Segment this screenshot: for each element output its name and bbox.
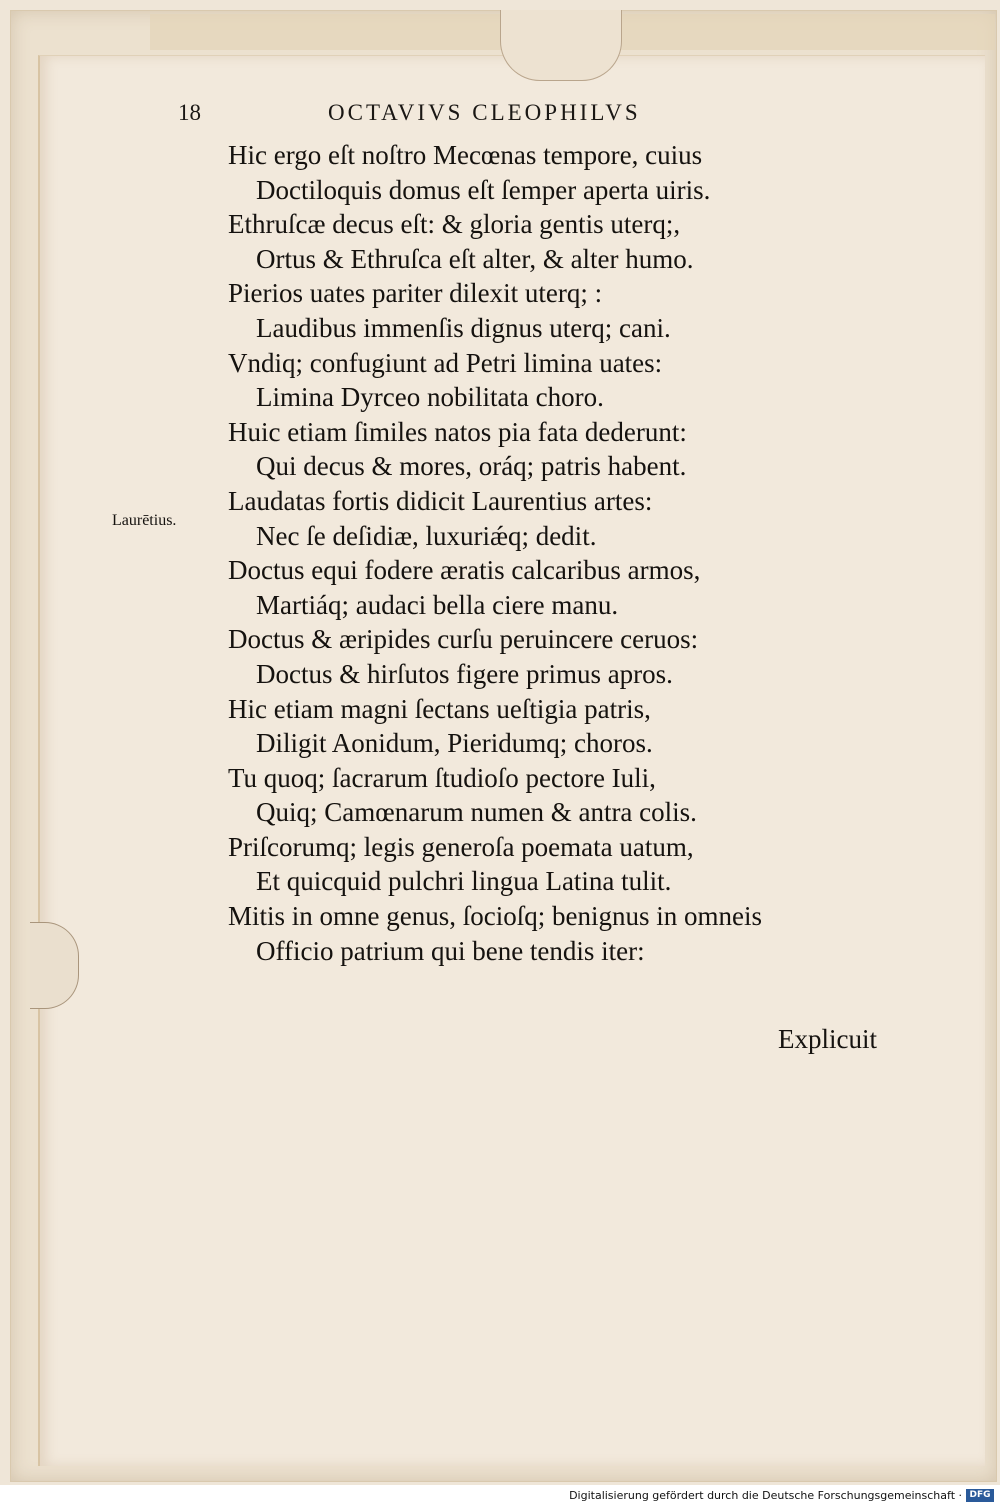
binding-clip-top xyxy=(500,10,622,81)
binding-clip-left xyxy=(30,922,79,1009)
verse-line: Laudibus immenſis dignus uterq; cani. xyxy=(256,312,671,343)
verse-line: Laudatas fortis didicit Laurentius artes: xyxy=(228,485,653,516)
verse-line: Officio patrium qui bene tendis iter: xyxy=(256,935,645,966)
page-number: 18 xyxy=(178,100,201,125)
running-title: OCTAVIVS CLEOPHILVS xyxy=(328,100,641,125)
verse-line: Et quicquid pulchri lingua Latina tulit. xyxy=(256,866,672,897)
verse-line: Pierios uates pariter dilexit uterq; : xyxy=(228,278,603,309)
verse-line: Huic etiam ſimiles natos pia fata dederunt: xyxy=(228,416,687,447)
verse-line: Diligit Aonidum, Pieridumq; choros. xyxy=(256,728,653,759)
verse-line: Nec ſe deſidiæ, luxuriǽq; dedit. xyxy=(256,520,597,551)
verse-line: Ethruſcæ decus eſt: & gloria gentis uterq;, xyxy=(228,209,681,240)
footer-bar xyxy=(0,1485,1000,1507)
verse-line: Ortus & Ethruſca eſt alter, & alter humo. xyxy=(256,243,694,274)
verse-line: Doctus equi fodere æratis calcaribus armos, xyxy=(228,555,701,586)
marginal-note: Laurētius. xyxy=(112,512,177,529)
verse-line: Hic etiam magni ſectans ueſtigia patris, xyxy=(228,693,651,724)
page-header xyxy=(178,100,738,134)
explicit-colophon: Explicuit xyxy=(778,1024,877,1054)
verse-line: Priſcorumq; legis generoſa poemata uatum, xyxy=(228,831,694,862)
verse-line: Vndiq; confugiunt ad Petri limina uates: xyxy=(228,347,663,378)
verse-line: Martiáq; audaci bella ciere manu. xyxy=(256,589,619,620)
verse-line: Doctus & æripides curſu peruincere ceruos: xyxy=(228,624,699,655)
verse-line: Tu quoq; ſacrarum ſtudioſo pectore Iuli, xyxy=(228,762,656,793)
verse-line: Limina Dyrceo nobilitata choro. xyxy=(256,382,604,413)
verse-line: Mitis in omne genus, ſocioſq; benignus in omneis xyxy=(228,901,762,932)
verse-line: Quiq; Camœnarum numen & antra colis. xyxy=(256,797,697,828)
verse-line: Hic ergo eſt noſtro Mecœnas tempore, cuius xyxy=(228,140,703,170)
verse-line: Qui decus & mores, oráq; patris habent. xyxy=(256,451,687,482)
poem-text xyxy=(228,138,928,968)
verse-line: Doctiloquis domus eſt ſemper aperta uiris. xyxy=(256,174,711,205)
funding-credit: Digitalisierung gefördert durch die Deutsche Forschungsgemeinschaft · xyxy=(569,1489,962,1502)
verse-line: Doctus & hirſutos figere primus apros. xyxy=(256,658,673,689)
dfg-logo-icon: DFG xyxy=(966,1489,994,1502)
